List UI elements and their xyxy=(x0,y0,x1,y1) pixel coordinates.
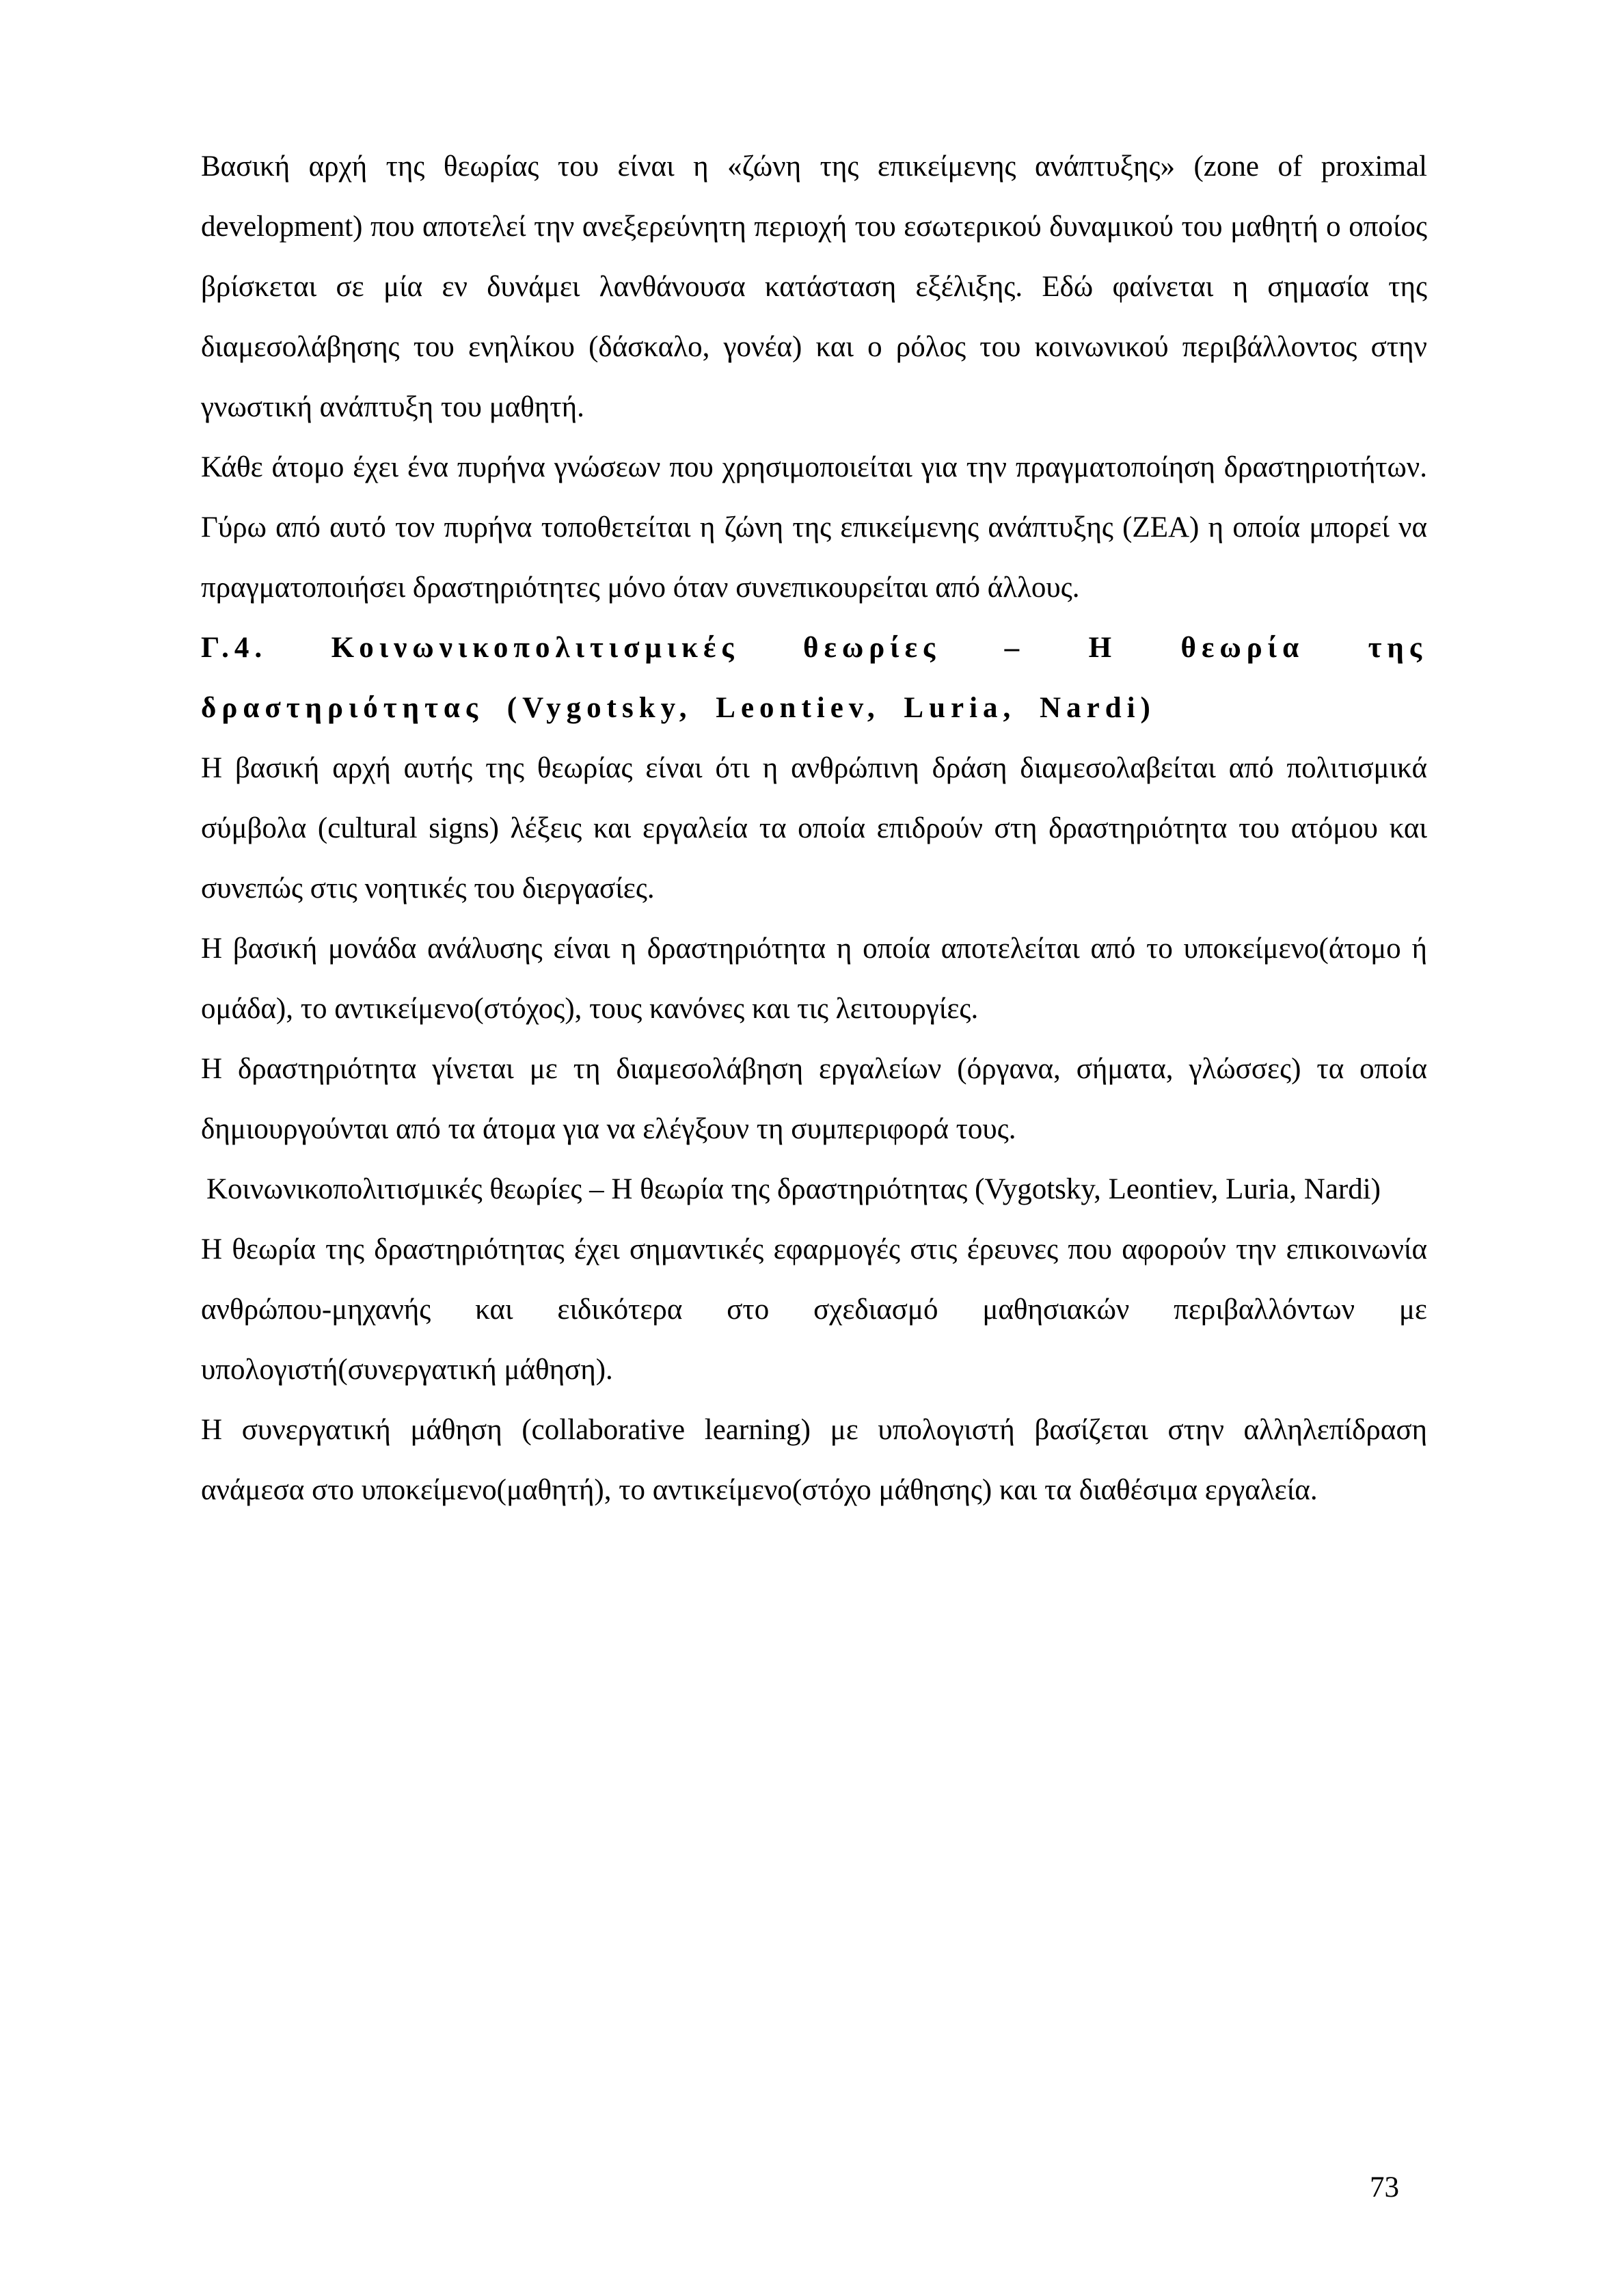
paragraph-cultural-signs: Η βασική αρχή αυτής της θεωρίας είναι ότι η ανθρώπινη δράση διαμεσολαβείται από πολιτισμικά σύμβολα (cultural signs) λέξεις και εργαλεία τα οποία επιδρούν στη δραστηριότητα του ατόμου και συνεπώς στις νοητικές του διεργασίες. xyxy=(201,752,1427,905)
section-heading: Γ.4. Κοινωνικοπολιτισμικές θεωρίες – Η θεωρία της δραστηριότητας (Vygotsky, Leontiev, Luria, Nardi) xyxy=(201,632,1427,724)
paragraph-collaborative-learning: Η συνεργατική μάθηση (collaborative learning) με υπολογιστή βασίζεται στην αλληλεπίδραση ανάμεσα στο υποκείμενο(μαθητή), το αντικείμενο(στόχο μάθησης) και τα διαθέσιμα εργαλεία. xyxy=(201,1414,1427,1506)
document-body xyxy=(201,137,1427,1520)
paragraph-applications: Η θεωρία της δραστηριότητας έχει σημαντικές εφαρμογές στις έρευνες που αφορούν την επικοινωνία ανθρώπου-μηχανής και ειδικότερα στο σχεδιασμό μαθησιακών περιβαλλόντων με υπολογιστή(συνεργατική μάθηση). xyxy=(201,1233,1427,1386)
page-number: 73 xyxy=(1370,2171,1399,2203)
paragraph-zone-of-proximal-development: Βασική αρχή της θεωρίας του είναι η «ζώνη της επικείμενης ανάπτυξης» (zone of proximal development) που αποτελεί την ανεξερεύνητη περιοχή του εσωτερικού δυναμικού του μαθητή ο οποίος βρίσκεται σε μία εν δυνάμει λανθάνουσα κατάσταση εξέλιξης. Εδώ φαίνεται η σημασία της διαμεσολάβησης του ενηλίκου (δάσκαλο, γονέα) και ο ρόλος του κοινωνικού περιβάλλοντος στην γνωστική ανάπτυξη του μαθητή. xyxy=(201,150,1427,423)
paragraph-repeated-title: Κοινωνικοπολιτισμικές θεωρίες – Η θεωρία της δραστηριότητας (Vygotsky, Leontiev, Luria, Nardi) xyxy=(206,1173,1381,1205)
paragraph-unit-of-analysis: Η βασική μονάδα ανάλυσης είναι η δραστηριότητα η οποία αποτελείται από το υποκείμενο(άτομο ή ομάδα), το αντικείμενο(στόχος), τους κανόνες και τις λειτουργίες. xyxy=(201,933,1427,1025)
paragraph-knowledge-core: Κάθε άτομο έχει ένα πυρήνα γνώσεων που χρησιμοποιείται για την πραγματοποίηση δραστηριοτήτων. Γύρω από αυτό τον πυρήνα τοποθετείται η ζώνη της επικείμενης ανάπτυξης (ΖΕΑ) η οποία μπορεί να πραγματοποιήσει δραστηριότητες μόνο όταν συνεπικουρείται από άλλους. xyxy=(201,451,1427,604)
paragraph-tool-mediation: Η δραστηριότητα γίνεται με τη διαμεσολάβηση εργαλείων (όργανα, σήματα, γλώσσες) τα οποία δημιουργούνται από τα άτομα για να ελέγξουν τη συμπεριφορά τους. xyxy=(201,1053,1427,1145)
